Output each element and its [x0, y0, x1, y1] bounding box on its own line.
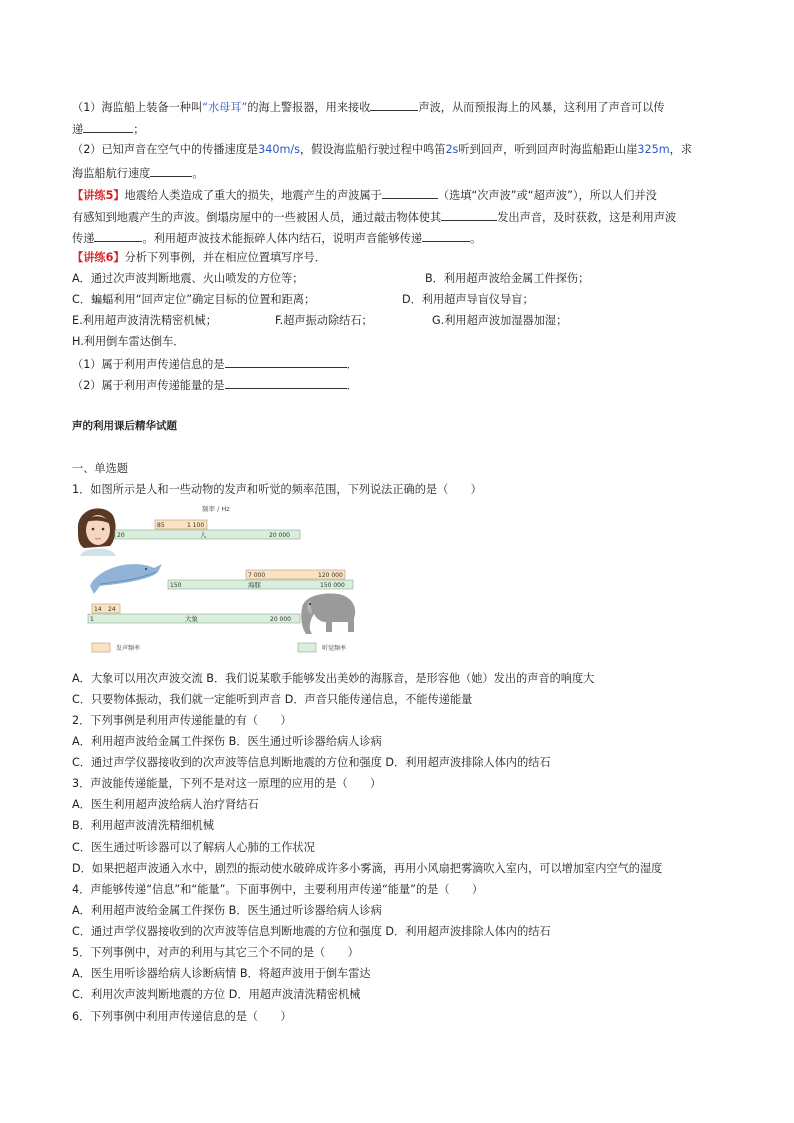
legend-emit-swatch — [92, 643, 110, 652]
frequency-range-figure — [70, 500, 360, 660]
q1-options-ab: A．大象可以用次声波交流 B．我们说某歌手能够发出美妙的海豚音，是形容他（她）发出的声音的响度大 — [72, 672, 595, 685]
answer-blank[interactable] — [441, 208, 497, 221]
answer-blank[interactable] — [422, 229, 470, 242]
fill-line-1: （1）属于利用声传递信息的是 ． — [72, 355, 358, 373]
q1-options-cd: C．只要物体振动，我们就一定能听到声音 D．声音只能传递信息，不能传递能量 — [72, 693, 473, 706]
elephant-hear-min: 1 — [90, 616, 94, 623]
fill-line-2: （2）属于利用声传递能量的是 ． — [72, 376, 358, 394]
dolphin-hear-min: 150 — [170, 582, 182, 589]
answer-blank[interactable] — [225, 355, 347, 368]
q2-options-cd: C．通过声学仪器接收到的次声波等信息判断地震的方位和强度 D．利用超声波排除人体内的结石 — [72, 756, 551, 769]
dolphin-hear-max: 150 000 — [320, 582, 345, 589]
human-label: 人 — [200, 531, 207, 539]
dolphin-label: 海豚 — [248, 581, 261, 589]
answer-blank[interactable] — [382, 186, 438, 199]
human-icon — [78, 508, 116, 556]
part-heading: 一、单选题 — [72, 462, 128, 475]
q1-line1: （1）海监船上装备一种叫“水母耳”的海上警报器，用来接收 声波，从而预报海上的风暴，这利用了声音可以传 — [72, 98, 665, 116]
exercise6-title: 【讲练6】分析下列事例，并在相应位置填写序号． — [72, 251, 326, 264]
option-h: H.利用倒车雷达倒车． — [72, 335, 185, 348]
human-emit-max: 1 100 — [187, 522, 205, 529]
answer-blank[interactable] — [225, 376, 347, 389]
q3-option-d: D．如果把超声波通入水中，剧烈的振动使水破碎成许多小雾滴，再用小风扇把雾滴吹入室内，可以增加室内空气的湿度 — [72, 862, 663, 875]
dolphin-icon — [90, 564, 162, 594]
dolphin-emit-max: 120 000 — [318, 572, 343, 579]
exercise5-line2: 有感知到地震产生的声波。倒塌房屋中的一些被困人员，通过敲击物体使其 发出声音，及时获救，这是利用声波 — [72, 208, 676, 226]
dolphin-emit-min: 7 000 — [248, 572, 266, 579]
answer-blank[interactable] — [83, 120, 133, 133]
legend-hear-label: 听觉频率 — [322, 645, 347, 652]
elephant-hear-max: 20 000 — [270, 616, 291, 623]
q5-options-cd: C．利用次声波判断地震的方位 D．用超声波清洗精密机械 — [72, 988, 361, 1001]
question-2: 2．下列事例是利用声传递能量的有（ ） — [72, 714, 292, 727]
legend-emit-label: 发声频率 — [116, 645, 141, 652]
elephant-emit-min: 14 — [94, 606, 102, 613]
q4-options-cd: C．通过声学仪器接收到的次声波等信息判断地震的方位和强度 D．利用超声波排除人体内的结石 — [72, 925, 551, 938]
option-f: F.超声振动除结石； — [275, 314, 373, 327]
human-hear-max: 20 000 — [269, 532, 290, 539]
answer-blank[interactable] — [150, 164, 192, 177]
answer-blank[interactable] — [370, 98, 418, 111]
q3-option-c: C．医生通过听诊器可以了解病人心肺的工作状况 — [72, 841, 315, 854]
option-d: D．利用超声导盲仪导盲； — [402, 293, 534, 306]
q2-line2: 海监船航行速度 。 — [72, 164, 204, 182]
q2-options-ab: A．利用超声波给金属工件探伤 B．医生通过听诊器给病人诊病 — [72, 735, 382, 748]
section-title: 声的利用课后精华试题 — [72, 420, 177, 432]
elephant-emit-max: 24 — [108, 606, 116, 613]
question-5: 5．下列事例中，对声的利用与其它三个不同的是（ ） — [72, 946, 359, 959]
human-emit-min: 85 — [157, 522, 165, 529]
legend-hear-swatch — [298, 643, 316, 652]
option-c: C．蝙蝠利用“回声定位”确定目标的位置和距离； — [72, 293, 316, 306]
q3-option-a: A．医生利用超声波给病人治疗肾结石 — [72, 798, 259, 811]
q4-options-ab: A．利用超声波给金属工件探伤 B．医生通过听诊器给病人诊病 — [72, 904, 382, 917]
human-hear-min: 20 — [117, 532, 125, 539]
option-a: A．通过次声波判断地震、火山喷发的方位等； — [72, 272, 304, 285]
option-g: G.利用超声波加湿器加湿； — [432, 314, 568, 327]
elephant-icon — [301, 594, 355, 634]
option-e: E.利用超声波清洗精密机械； — [72, 314, 217, 327]
exercise5-line1: 【讲练5】地震给人类造成了重大的损失，地震产生的声波属于 （选填“次声波”或“超声波”），所以人们并没 — [72, 186, 657, 204]
q2-line1: （2）已知声音在空气中的传播速度是340m/s，假设海监船行驶过程中鸣笛2s听到回声，听到回声时海监船距山崖325m，求 — [72, 143, 693, 156]
question-6: 6．下列事例中利用声传递信息的是（ ） — [72, 1010, 292, 1023]
elephant-label: 大象 — [185, 615, 198, 623]
question-1: 1．如图所示是人和一些动物的发声和听觉的频率范围，下列说法正确的是（ ） — [72, 483, 482, 496]
q1-line2: 递 ； — [72, 120, 144, 138]
question-3: 3．声波能传递能量，下列不是对这一原理的应用的是（ ） — [72, 777, 382, 790]
q3-option-b: B．利用超声波清洗精细机械 — [72, 819, 214, 832]
answer-blank[interactable] — [94, 229, 142, 242]
exercise5-line3: 传递 。利用超声波技术能振碎人体内结石，说明声音能够传递 。 — [72, 229, 481, 247]
option-b: B．利用超声波给金属工件探伤； — [425, 272, 590, 285]
question-4: 4．声能够传递“信息”和“能量”。下面事例中，主要利用声传递“能量”的是（ ） — [72, 883, 484, 896]
q5-options-ab: A．医生用听诊器给病人诊断病情 B．将超声波用于倒车雷达 — [72, 967, 371, 980]
axis-title: 频率 / Hz — [202, 505, 230, 513]
